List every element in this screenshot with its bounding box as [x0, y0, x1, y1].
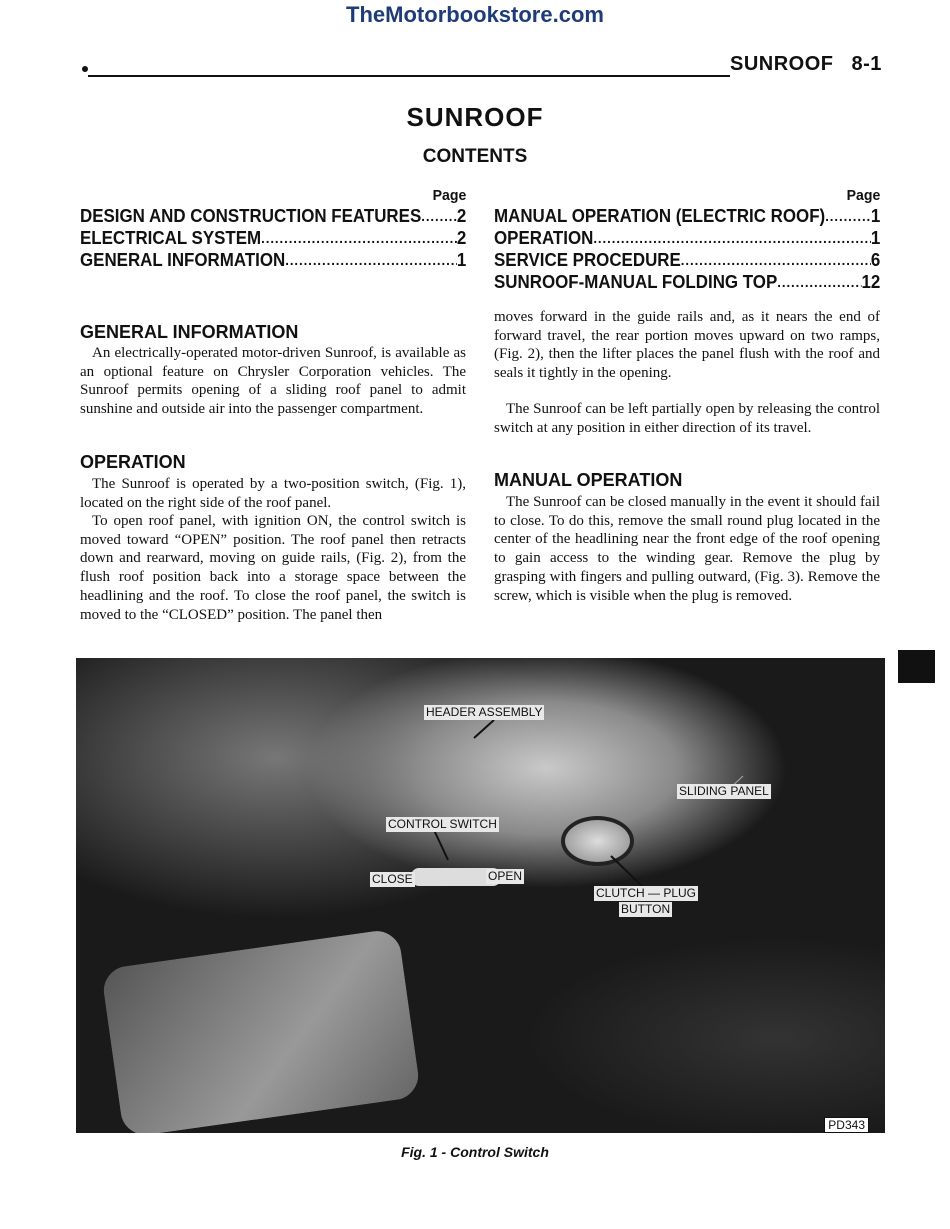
toc-label: SUNROOF-MANUAL FOLDING TOP	[494, 272, 778, 292]
heading-operation: OPERATION	[80, 452, 186, 472]
toc-label: OPERATION	[494, 228, 594, 248]
figure-id: PD343	[824, 1117, 869, 1133]
toc-leader	[681, 249, 871, 271]
header-rule	[88, 75, 730, 77]
label-header-assembly: HEADER ASSEMBLY	[426, 705, 543, 719]
page-number: 8-1	[851, 53, 882, 75]
toc-page: 1	[870, 206, 881, 226]
toc-right	[494, 187, 880, 293]
heading-manual-operation: MANUAL OPERATION	[494, 470, 683, 490]
label-button: BUTTON	[621, 902, 671, 916]
toc-page: 6	[870, 250, 881, 270]
label-open: OPEN	[488, 869, 523, 883]
label-control-switch: CONTROL SWITCH	[388, 817, 497, 831]
toc-entry[interactable]	[494, 205, 880, 227]
operation-text-2-continued: moves forward in the guide rails and, as it nears the end of forward travel, the rear portion moves upward on two ramps, (Fig. 2), then the lifter places the panel flush with the roof and seals it tightly in the opening.	[494, 309, 880, 382]
label-clutch-plug: CLUTCH — PLUG	[596, 886, 697, 900]
watermark: TheMotorbookstore.com	[346, 2, 604, 27]
toc-page-label: Page	[846, 187, 881, 204]
operation-text-3: The Sunroof can be left partially open by releasing the control switch at any position in either direction of its travel.	[494, 401, 880, 436]
toc-leader	[261, 227, 457, 249]
running-head-section: SUNROOF	[730, 53, 834, 75]
toc-page-label: Page	[432, 187, 467, 204]
figure-caption: Fig. 1 - Control Switch	[401, 1144, 549, 1160]
toc-entry[interactable]	[80, 205, 466, 227]
toc-label: GENERAL INFORMATION	[80, 250, 286, 270]
leader-lines	[76, 658, 885, 1133]
toc-entry[interactable]	[494, 271, 880, 293]
running-head	[730, 53, 882, 76]
toc-entry[interactable]	[80, 227, 466, 249]
toc-entry[interactable]	[494, 227, 880, 249]
toc-leader	[593, 227, 871, 249]
page-title: SUNROOF	[406, 102, 544, 132]
toc-page: 12	[861, 272, 881, 292]
section-thumb-tab	[898, 650, 935, 683]
toc-label: MANUAL OPERATION (ELECTRIC ROOF)	[494, 206, 826, 226]
operation-text-1: The Sunroof is operated by a two-position switch, (Fig. 1), located on the right side of the roof panel.	[80, 476, 466, 511]
toc-label: SERVICE PROCEDURE	[494, 250, 681, 270]
toc-left	[80, 187, 466, 271]
toc-label: ELECTRICAL SYSTEM	[80, 228, 262, 248]
heading-general-information: GENERAL INFORMATION	[80, 322, 299, 342]
toc-page: 1	[870, 228, 881, 248]
contents-heading: CONTENTS	[422, 146, 528, 167]
toc-leader	[285, 249, 457, 271]
manual-operation-text: The Sunroof can be closed manually in the event it should fail to close. To do this, remove the small round plug located in the center of the headlining near the front edge of the roof opening to gain access to the winding gear. Remove the plug by grasping with fingers and pulling outward, (Fig. 3). Remove the screw, which is visible when the plug is removed.	[494, 494, 880, 604]
toc-leader	[421, 205, 457, 227]
toc-entry[interactable]	[80, 249, 466, 271]
toc-entry[interactable]	[494, 249, 880, 271]
toc-page: 1	[456, 250, 467, 270]
toc-label: DESIGN AND CONSTRUCTION FEATURES	[80, 206, 422, 226]
toc-leader	[825, 205, 871, 227]
bullet-mark	[82, 66, 88, 72]
general-information-text: An electrically-operated motor-driven Sunroof, is available as an optional feature on Chrysler Corporation vehicles. The Sunroof permits opening of a sliding roof panel to admit sunshine and outside air into the passenger compartment.	[80, 345, 466, 418]
toc-leader	[777, 271, 861, 293]
label-close: CLOSE	[372, 872, 413, 886]
operation-text-2: To open roof panel, with ignition ON, the control switch is moved toward “OPEN” position. The roof panel then retracts down and rearward, moving on guide rails, (Fig. 2), from the flush roof position back into a storage space between the headlining and the roof. To close the roof panel, the switch is moved to the “CLOSED” position. The panel then	[80, 513, 466, 623]
label-sliding-panel: SLIDING PANEL	[679, 784, 769, 798]
toc-page: 2	[456, 228, 467, 248]
figure-photo-control-switch	[76, 658, 885, 1133]
toc-page: 2	[456, 206, 467, 226]
